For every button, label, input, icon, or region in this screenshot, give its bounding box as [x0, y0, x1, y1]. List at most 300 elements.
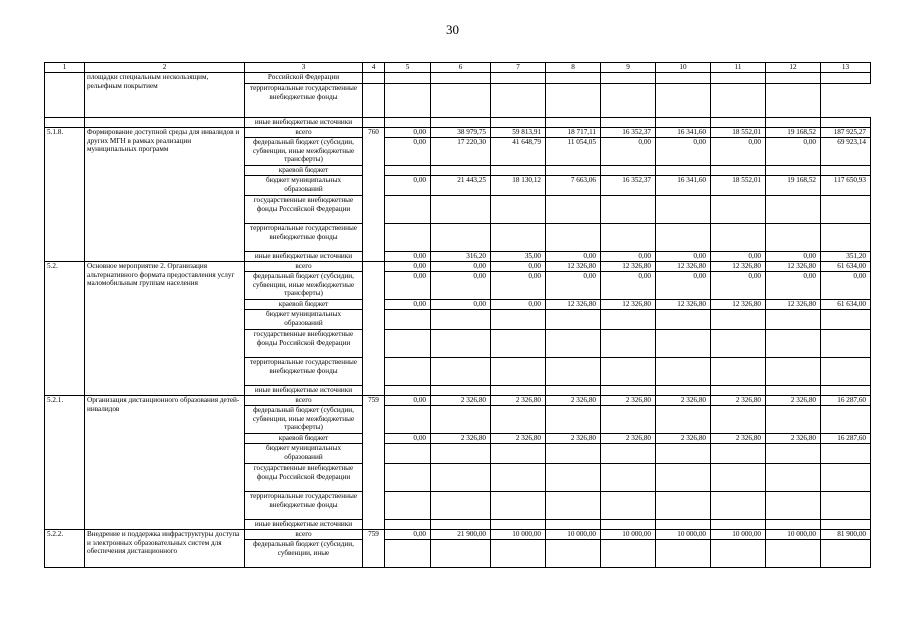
table-row	[45, 118, 871, 128]
value-cell: 2 326,80	[601, 396, 656, 406]
item-name-cell: Основное мероприятие 2. Организация альтернативного формата предоставления услуг маломобильным группам населения	[85, 262, 245, 396]
col4-code-cell: 760	[363, 128, 385, 262]
value-cell	[821, 166, 871, 176]
value-cell	[821, 358, 871, 386]
item-code-cell: 5.2.1.	[45, 396, 85, 530]
value-cell: 117 650,93	[821, 176, 871, 196]
table-row	[45, 128, 871, 138]
item-code-cell: 5.1.8.	[45, 128, 85, 262]
column-number-cell: 10	[656, 63, 711, 73]
value-cell	[546, 464, 601, 492]
value-cell	[491, 310, 546, 330]
funding-source-cell: всего	[245, 128, 363, 138]
value-cell: 12 326,80	[711, 262, 766, 272]
value-cell: 18 552,01	[711, 176, 766, 196]
value-cell	[821, 540, 871, 568]
value-cell	[656, 386, 711, 396]
value-cell: 0,00	[711, 138, 766, 166]
value-cell	[711, 224, 766, 252]
value-cell	[601, 84, 656, 118]
value-cell	[711, 196, 766, 224]
value-cell: 2 326,80	[491, 434, 546, 444]
value-cell: 7 663,06	[546, 176, 601, 196]
funding-source-cell: Российской Федерации	[245, 73, 363, 84]
column-number-cell: 7	[491, 63, 546, 73]
value-cell: 16 341,60	[656, 176, 711, 196]
funding-source-cell: краевой бюджет	[245, 300, 363, 310]
value-cell: 12 326,80	[546, 262, 601, 272]
value-cell	[711, 406, 766, 434]
column-number-cell: 3	[245, 63, 363, 73]
value-cell	[821, 330, 871, 358]
value-cell	[711, 444, 766, 464]
value-cell	[711, 492, 766, 520]
col4-code-cell	[363, 73, 385, 84]
value-cell	[821, 196, 871, 224]
page-number: 30	[446, 22, 459, 37]
column-number-row	[45, 63, 871, 73]
value-cell	[821, 73, 871, 84]
value-cell	[766, 118, 821, 128]
value-cell	[491, 196, 546, 224]
funding-source-cell: государственные внебюджетные фонды Российской Федерации	[245, 464, 363, 492]
value-cell	[385, 84, 431, 118]
value-cell	[766, 330, 821, 358]
value-cell	[766, 196, 821, 224]
value-cell: 0,00	[601, 272, 656, 300]
value-cell	[766, 444, 821, 464]
column-number-cell: 6	[431, 63, 491, 73]
value-cell: 0,00	[491, 300, 546, 310]
value-cell	[385, 540, 431, 568]
column-number-cell: 12	[766, 63, 821, 73]
value-cell: 0,00	[431, 262, 491, 272]
value-cell	[821, 444, 871, 464]
funding-source-cell: бюджет муниципальных образований	[245, 176, 363, 196]
value-cell: 61 634,00	[821, 300, 871, 310]
table-row	[45, 262, 871, 272]
value-cell	[385, 310, 431, 330]
value-cell: 0,00	[385, 252, 431, 262]
column-number-cell: 4	[363, 63, 385, 73]
value-cell	[546, 444, 601, 464]
value-cell	[766, 386, 821, 396]
value-cell	[656, 464, 711, 492]
value-cell: 0,00	[491, 272, 546, 300]
value-cell	[546, 358, 601, 386]
value-cell	[431, 540, 491, 568]
value-cell: 18 130,12	[491, 176, 546, 196]
value-cell: 2 326,80	[601, 434, 656, 444]
item-name-cell: Внедрение и поддержка инфраструктуры доступа и электронных образовательных систем для обеспечения дистанционного	[85, 530, 245, 568]
value-cell: 16 352,37	[601, 176, 656, 196]
value-cell: 10 000,00	[491, 530, 546, 540]
value-cell	[385, 196, 431, 224]
item-name-cell: площадки специальным нескользящим, рельефным покрытием	[85, 73, 245, 118]
value-cell	[385, 330, 431, 358]
value-cell: 38 979,75	[431, 128, 491, 138]
value-cell	[601, 118, 656, 128]
value-cell: 2 326,80	[656, 396, 711, 406]
funding-source-cell: краевой бюджет	[245, 166, 363, 176]
value-cell: 69 923,14	[821, 138, 871, 166]
value-cell: 10 000,00	[546, 530, 601, 540]
column-number-cell: 9	[601, 63, 656, 73]
value-cell	[491, 540, 546, 568]
value-cell	[431, 520, 491, 530]
value-cell	[656, 118, 711, 128]
value-cell	[821, 492, 871, 520]
value-cell	[385, 444, 431, 464]
funding-source-cell: федеральный бюджет (субсидии, субвенции, иные межбюджетные трансферты)	[245, 138, 363, 166]
value-cell: 12 326,80	[601, 262, 656, 272]
value-cell	[385, 492, 431, 520]
value-cell: 0,00	[385, 272, 431, 300]
value-cell	[656, 196, 711, 224]
value-cell: 10 000,00	[601, 530, 656, 540]
value-cell: 0,00	[385, 262, 431, 272]
column-number-cell: 11	[711, 63, 766, 73]
value-cell	[766, 224, 821, 252]
value-cell: 12 326,80	[656, 300, 711, 310]
value-cell	[431, 310, 491, 330]
value-cell: 12 326,80	[766, 262, 821, 272]
value-cell	[766, 540, 821, 568]
funding-source-cell: территориальные государственные внебюджетные фонды	[245, 224, 363, 252]
value-cell: 0,00	[491, 262, 546, 272]
value-cell	[491, 358, 546, 386]
value-cell: 2 326,80	[656, 434, 711, 444]
value-cell	[491, 520, 546, 530]
value-cell: 0,00	[766, 138, 821, 166]
value-cell: 2 326,80	[491, 396, 546, 406]
value-cell: 12 326,80	[546, 300, 601, 310]
funding-source-cell: федеральный бюджет (субсидии, субвенции, иные межбюджетные трансферты)	[245, 272, 363, 300]
value-cell: 2 326,80	[766, 396, 821, 406]
value-cell: 41 648,79	[491, 138, 546, 166]
value-cell: 2 326,80	[546, 396, 601, 406]
value-cell	[656, 84, 711, 118]
value-cell	[491, 166, 546, 176]
table-row	[45, 73, 871, 84]
value-cell: 16 287,60	[821, 434, 871, 444]
funding-source-cell: территориальные государственные внебюджетные фонды	[245, 358, 363, 386]
value-cell	[601, 540, 656, 568]
value-cell: 0,00	[385, 128, 431, 138]
value-cell: 81 900,00	[821, 530, 871, 540]
value-cell	[546, 310, 601, 330]
value-cell	[656, 224, 711, 252]
value-cell: 0,00	[656, 272, 711, 300]
value-cell: 12 326,80	[711, 300, 766, 310]
value-cell	[821, 520, 871, 530]
value-cell	[766, 492, 821, 520]
value-cell	[601, 196, 656, 224]
value-cell	[491, 406, 546, 434]
value-cell: 12 326,80	[656, 262, 711, 272]
value-cell	[491, 73, 546, 84]
value-cell: 351,20	[821, 252, 871, 262]
value-cell	[766, 406, 821, 434]
value-cell: 12 326,80	[766, 300, 821, 310]
value-cell	[656, 520, 711, 530]
value-cell	[766, 166, 821, 176]
column-number-cell: 2	[85, 63, 245, 73]
value-cell	[546, 84, 601, 118]
value-cell	[431, 84, 491, 118]
value-cell	[431, 358, 491, 386]
value-cell	[821, 224, 871, 252]
value-cell: 12 326,80	[601, 300, 656, 310]
item-code-cell: 5.2.	[45, 262, 85, 396]
item-name-cell: Формирование доступной среды для инвалидов и других МГН в рамках реализации муниципальных программ	[85, 128, 245, 262]
funding-source-cell: иные внебюджетные источники	[245, 520, 363, 530]
funding-source-cell: федеральный бюджет (субсидии, субвенции, иные межбюджетные трансферты)	[245, 406, 363, 434]
value-cell: 2 326,80	[546, 434, 601, 444]
value-cell	[491, 118, 546, 128]
value-cell: 0,00	[546, 272, 601, 300]
value-cell	[546, 406, 601, 434]
value-cell: 61 634,00	[821, 262, 871, 272]
value-cell: 0,00	[431, 272, 491, 300]
value-cell	[656, 310, 711, 330]
value-cell: 17 220,30	[431, 138, 491, 166]
value-cell: 0,00	[385, 138, 431, 166]
value-cell	[601, 310, 656, 330]
value-cell	[385, 73, 431, 84]
value-cell: 0,00	[431, 300, 491, 310]
value-cell	[656, 540, 711, 568]
item-name-cell	[85, 118, 245, 128]
value-cell: 2 326,80	[711, 396, 766, 406]
funding-source-cell: государственные внебюджетные фонды Российской Федерации	[245, 196, 363, 224]
value-cell: 2 326,80	[766, 434, 821, 444]
item-code-cell	[45, 73, 85, 118]
value-cell	[385, 166, 431, 176]
value-cell	[766, 464, 821, 492]
value-cell	[766, 310, 821, 330]
value-cell: 0,00	[766, 252, 821, 262]
value-cell	[601, 224, 656, 252]
value-cell: 2 326,80	[431, 434, 491, 444]
value-cell: 0,00	[656, 252, 711, 262]
value-cell	[491, 224, 546, 252]
funding-source-cell: всего	[245, 262, 363, 272]
funding-source-cell: иные внебюджетные источники	[245, 386, 363, 396]
table-row	[45, 530, 871, 540]
value-cell: 11 054,05	[546, 138, 601, 166]
funding-source-cell: иные внебюджетные источники	[245, 252, 363, 262]
value-cell	[711, 386, 766, 396]
funding-source-cell: бюджет муниципальных образований	[245, 310, 363, 330]
value-cell	[711, 464, 766, 492]
value-cell	[431, 386, 491, 396]
value-cell: 0,00	[385, 176, 431, 196]
value-cell: 16 287,60	[821, 396, 871, 406]
value-cell	[711, 166, 766, 176]
value-cell	[491, 444, 546, 464]
value-cell	[431, 73, 491, 84]
value-cell: 0,00	[385, 434, 431, 444]
value-cell	[766, 73, 821, 84]
value-cell	[711, 520, 766, 530]
value-cell	[656, 73, 711, 84]
value-cell: 59 813,91	[491, 128, 546, 138]
funding-source-cell: всего	[245, 396, 363, 406]
value-cell: 0,00	[385, 300, 431, 310]
value-cell	[431, 224, 491, 252]
col4-code-cell: 759	[363, 530, 385, 568]
value-cell	[656, 406, 711, 434]
value-cell	[821, 310, 871, 330]
value-cell	[821, 406, 871, 434]
col4-code-cell: 759	[363, 396, 385, 530]
value-cell	[601, 358, 656, 386]
value-cell: 21 443,25	[431, 176, 491, 196]
item-code-cell: 5.2.2.	[45, 530, 85, 568]
value-cell	[656, 166, 711, 176]
funding-source-cell: территориальные государственные внебюджетные фонды	[245, 492, 363, 520]
value-cell: 2 326,80	[711, 434, 766, 444]
value-cell	[546, 196, 601, 224]
value-cell: 16 341,60	[656, 128, 711, 138]
value-cell	[431, 166, 491, 176]
value-cell	[601, 520, 656, 530]
value-cell	[363, 84, 385, 118]
value-cell: 10 000,00	[766, 530, 821, 540]
value-cell	[821, 464, 871, 492]
value-cell	[546, 386, 601, 396]
value-cell	[766, 358, 821, 386]
value-cell	[431, 330, 491, 358]
value-cell: 316,20	[431, 252, 491, 262]
value-cell	[711, 330, 766, 358]
value-cell	[766, 520, 821, 530]
value-cell	[766, 84, 821, 118]
value-cell	[546, 224, 601, 252]
value-cell	[431, 196, 491, 224]
value-cell	[601, 166, 656, 176]
value-cell	[821, 118, 871, 128]
value-cell: 21 900,00	[431, 530, 491, 540]
value-cell: 35,00	[491, 252, 546, 262]
value-cell: 19 168,52	[766, 176, 821, 196]
value-cell	[546, 540, 601, 568]
value-cell	[385, 520, 431, 530]
value-cell	[431, 406, 491, 434]
value-cell	[385, 224, 431, 252]
value-cell	[491, 464, 546, 492]
value-cell: 18 552,01	[711, 128, 766, 138]
value-cell	[546, 118, 601, 128]
column-number-cell: 13	[821, 63, 871, 73]
value-cell	[601, 406, 656, 434]
funding-source-cell: территориальные государственные внебюджетные фонды	[245, 84, 363, 118]
value-cell: 10 000,00	[656, 530, 711, 540]
column-number-cell: 1	[45, 63, 85, 73]
funding-source-cell: государственные внебюджетные фонды Российской Федерации	[245, 330, 363, 358]
column-number-cell: 8	[546, 63, 601, 73]
value-cell: 0,00	[656, 138, 711, 166]
value-cell: 0,00	[821, 272, 871, 300]
value-cell	[491, 84, 546, 118]
value-cell	[656, 492, 711, 520]
value-cell	[491, 330, 546, 358]
value-cell	[546, 330, 601, 358]
value-cell: 0,00	[385, 530, 431, 540]
value-cell: 16 352,37	[601, 128, 656, 138]
value-cell	[656, 358, 711, 386]
value-cell	[491, 492, 546, 520]
item-code-cell	[45, 118, 85, 128]
value-cell: 19 168,52	[766, 128, 821, 138]
funding-source-cell: всего	[245, 530, 363, 540]
value-cell	[546, 166, 601, 176]
funding-source-cell: бюджет муниципальных образований	[245, 444, 363, 464]
value-cell	[601, 464, 656, 492]
funding-source-cell: краевой бюджет	[245, 434, 363, 444]
value-cell	[385, 386, 431, 396]
funding-source-cell: федеральный бюджет (субсидии, субвенции, иные	[245, 540, 363, 568]
value-cell	[431, 118, 491, 128]
value-cell: 0,00	[711, 252, 766, 262]
value-cell: 18 717,11	[546, 128, 601, 138]
value-cell	[711, 540, 766, 568]
value-cell	[431, 444, 491, 464]
value-cell	[385, 406, 431, 434]
value-cell: 10 000,00	[711, 530, 766, 540]
value-cell: 0,00	[711, 272, 766, 300]
value-cell	[601, 492, 656, 520]
value-cell	[656, 330, 711, 358]
value-cell	[385, 118, 431, 128]
value-cell: 0,00	[766, 272, 821, 300]
funding-source-cell: иные внебюджетные источники	[245, 118, 363, 128]
value-cell	[711, 358, 766, 386]
col4-code-cell	[363, 262, 385, 396]
value-cell	[821, 386, 871, 396]
value-cell	[491, 386, 546, 396]
value-cell	[385, 464, 431, 492]
value-cell: 0,00	[601, 252, 656, 262]
value-cell	[601, 73, 656, 84]
value-cell	[601, 386, 656, 396]
value-cell	[711, 310, 766, 330]
value-cell: 0,00	[546, 252, 601, 262]
value-cell	[431, 464, 491, 492]
value-cell	[711, 73, 766, 84]
value-cell	[601, 444, 656, 464]
value-cell: 2 326,80	[431, 396, 491, 406]
value-cell: 0,00	[385, 396, 431, 406]
col4-code-cell	[363, 118, 385, 128]
table-row	[45, 396, 871, 406]
value-cell	[546, 492, 601, 520]
value-cell	[431, 492, 491, 520]
value-cell	[711, 118, 766, 128]
value-cell	[546, 73, 601, 84]
value-cell: 0,00	[601, 138, 656, 166]
value-cell	[546, 520, 601, 530]
value-cell: 187 925,27	[821, 128, 871, 138]
value-cell	[601, 330, 656, 358]
value-cell	[385, 358, 431, 386]
budget-table	[44, 62, 871, 568]
item-name-cell: Организация дистанционного образования детей-инвалидов	[85, 396, 245, 530]
value-cell	[711, 84, 766, 118]
value-cell	[656, 444, 711, 464]
column-number-cell: 5	[385, 63, 431, 73]
